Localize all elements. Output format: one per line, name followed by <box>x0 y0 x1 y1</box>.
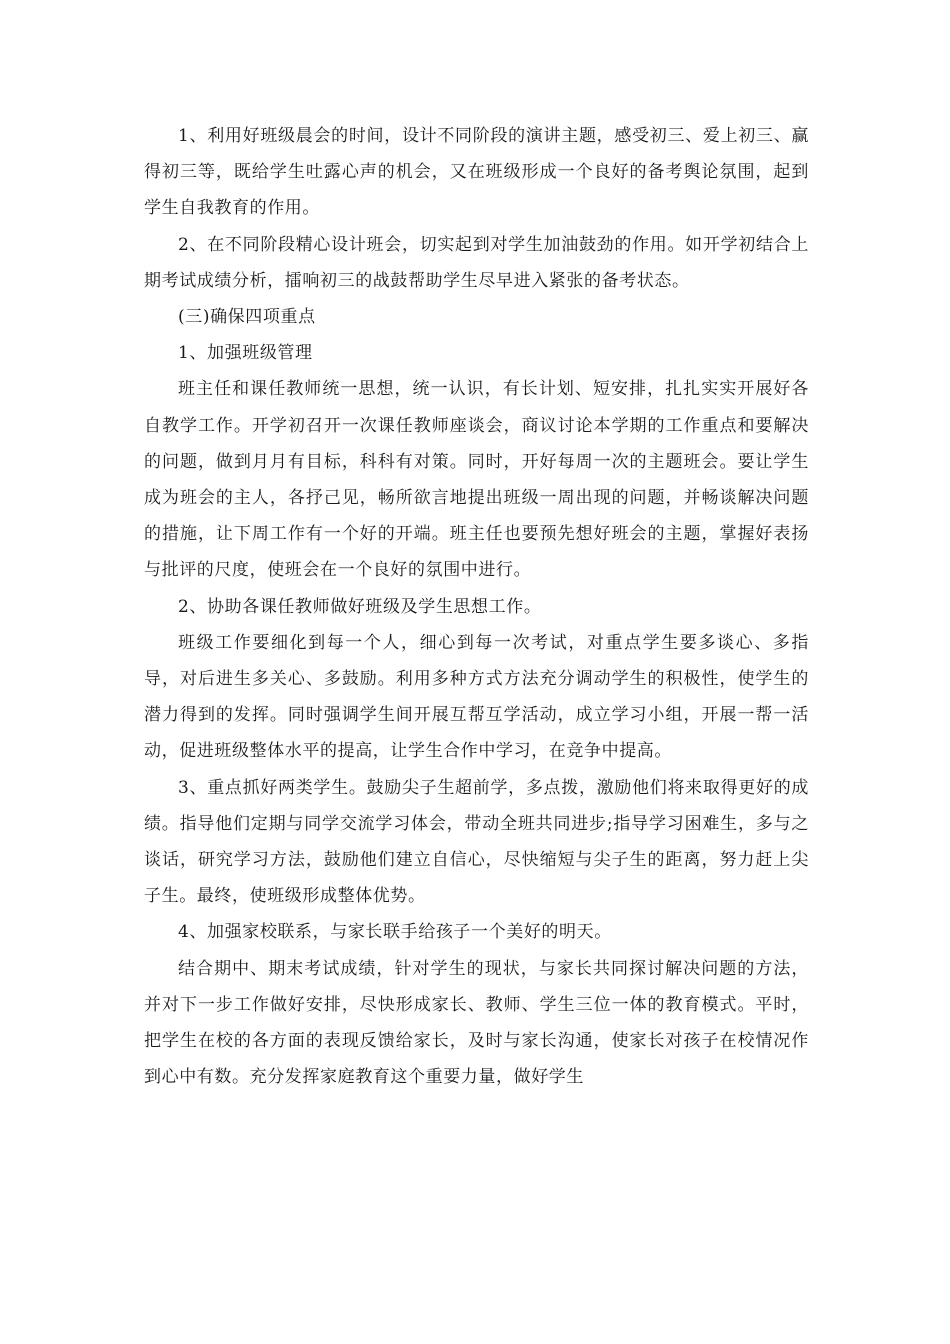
subheading-assist-teachers: 2、协助各课任教师做好班级及学生思想工作。 <box>178 596 542 617</box>
section-heading-four-priorities: (三)确保四项重点 <box>178 307 316 328</box>
subheading-class-management: 1、加强班级管理 <box>178 343 313 364</box>
document-body <box>144 118 809 1095</box>
paragraph-class-meeting: 2、在不同阶段精心设计班会，切实起到对学生加油鼓劲的作用。如开学初结合上期考试成绩分析，擂响初三的战鼓帮助学生尽早进入紧张的备考状态。 <box>144 234 809 291</box>
paragraph-assist-teachers: 班级工作要细化到每一个人，细心到每一次考试，对重点学生要多谈心、多指导，对后进生多关心、多鼓励。利用多种方式方法充分调动学生的积极性，使学生的潜力得到的发挥。同时强调学生间开展互帮互学活动，成立学习小组，开展一帮一活动，促进班级整体水平的提高，让学生合作中学习，在竞争中提高。 <box>144 632 809 762</box>
paragraph-morning-meeting: 1、利用好班级晨会的时间，设计不同阶段的演讲主题，感受初三、爱上初三、赢得初三等，既给学生吐露心声的机会，又在班级形成一个良好的备考舆论氛围，起到学生自我教育的作用。 <box>144 126 809 219</box>
paragraph-class-management: 班主任和课任教师统一思想，统一认识，有长计划、短安排，扎扎实实开展好各自教学工作。开学初召开一次课任教师座谈会，商议讨论本学期的工作重点和要解决的问题，做到月月有目标，科科有对策。同时，开好每周一次的主题班会。要让学生成为班会的主人，各抒己见，畅所欲言地提出班级一周出现的问题，并畅谈解决问题的措施，让下周工作有一个好的开端。班主任也要预先想好班会的主题，掌握好表扬与批评的尺度，使班会在一个良好的氛围中进行。 <box>144 379 809 581</box>
paragraph-home-school: 结合期中、期末考试成绩，针对学生的现状，与家长共同探讨解决问题的方法，并对下一步工作做好安排，尽快形成家长、教师、学生三位一体的教育模式。平时，把学生在校的各方面的表现反馈给家长，及时与家长沟通，使家长对孩子在校情况作到心中有数。充分发挥家庭教育这个重要力量，做好学生 <box>144 958 809 1088</box>
paragraph-two-student-groups: 3、重点抓好两类学生。鼓励尖子生超前学，多点拨，激励他们将来取得更好的成绩。指导他们定期与同学交流学习体会，带动全班共同进步;指导学习困难生，多与之谈话，研究学习方法，鼓励他们建立自信心，尽快缩短与尖子生的距离，努力赶上尖子生。最终，使班级形成整体优势。 <box>144 777 809 907</box>
subheading-home-school: 4、加强家校联系，与家长联手给孩子一个美好的明天。 <box>178 922 612 943</box>
